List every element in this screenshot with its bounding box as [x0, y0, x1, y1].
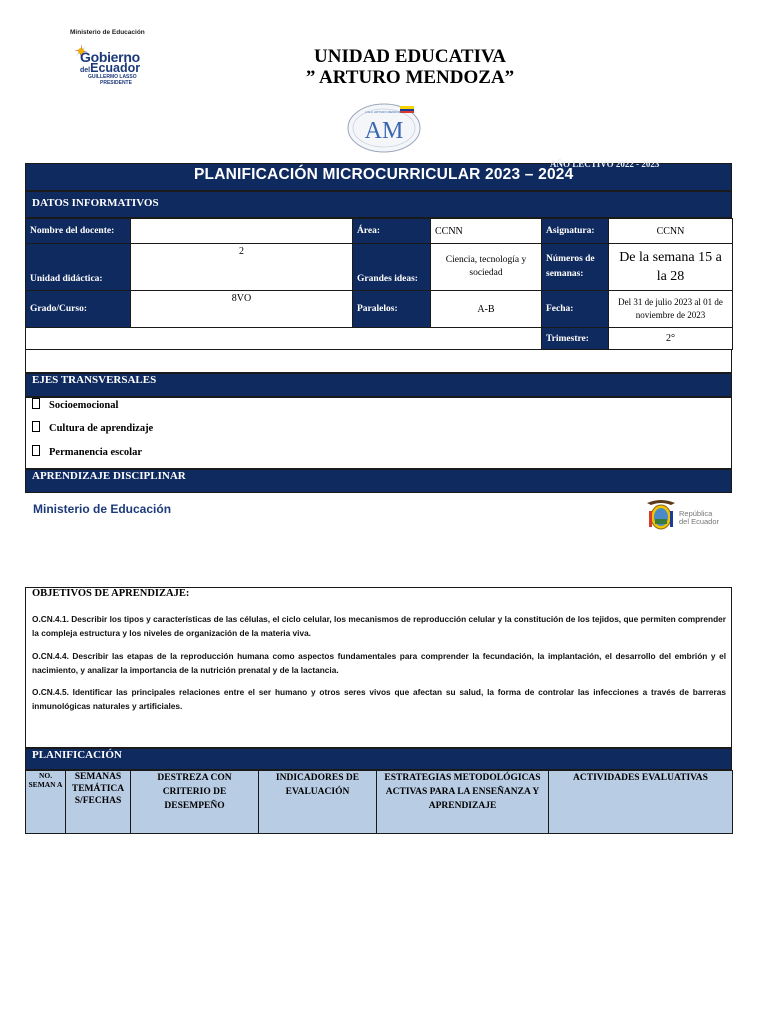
asignatura-label: Asignatura:: [542, 219, 609, 244]
grado-value[interactable]: 8VO: [131, 291, 353, 328]
lectivo-label: AÑO LECTIVO 2022 - 2023: [550, 159, 660, 169]
gobierno-text: Gobierno: [80, 49, 140, 65]
trimestre-label: Trimestre:: [542, 328, 609, 350]
empty-row: [25, 349, 732, 373]
ejes-list: [25, 397, 732, 469]
area-label: Área:: [353, 219, 431, 244]
col-indicadores: INDICADORES DE EVALUACIÓN: [259, 771, 377, 834]
ejes-transversales-bar: [25, 373, 732, 397]
col-destreza: DESTREZA CON CRITERIO DE DESEMPEÑO: [131, 771, 259, 834]
aprendizaje-heading: APRENDIZAJE DISCIPLINAR: [32, 470, 186, 482]
ejes-heading: EJES TRANSVERSALES: [32, 374, 157, 386]
area-value[interactable]: CCNN: [431, 219, 542, 244]
school-seal-logo: [346, 103, 422, 153]
unidad-value[interactable]: 2: [131, 244, 353, 291]
col-estrategias: ESTRATEGIAS METODOLÓGICAS ACTIVAS PARA LA ENSEÑANZA Y APRENDIZAJE: [377, 771, 549, 834]
grado-label: Grado/Curso:: [26, 291, 131, 328]
datos-informativos-bar: [25, 191, 732, 218]
col-no-semana: NO. SEMAN A: [26, 771, 66, 834]
republica-ecuador-logo: [645, 497, 735, 533]
paralelos-label: Paralelos:: [353, 291, 431, 328]
coat-of-arms-icon: [645, 497, 677, 533]
president-name: GUILLERMO LASSO: [88, 74, 137, 80]
objetivo-item: O.CN.4.4. Describir las etapas de la reproducción humana como aspectos fundamentales para comprender la fecundación, la implantación, el desarrollo del embrión y el nacimiento, y analizar la importancia de la nutrición prenatal y de la lactancia.: [32, 651, 726, 675]
planificacion-heading: PLANIFICACIÓN: [32, 749, 122, 761]
eje-item[interactable]: Socioemocional: [32, 398, 118, 411]
eje-item[interactable]: Cultura de aprendizaje: [32, 421, 153, 434]
docente-label: Nombre del docente:: [26, 219, 131, 244]
docente-value[interactable]: [131, 219, 353, 244]
plan-title-bar: [25, 159, 732, 191]
ideas-value[interactable]: Ciencia, tecnología y sociedad: [431, 244, 542, 291]
blank-cell: [26, 328, 542, 350]
fecha-label: Fecha:: [542, 291, 609, 328]
svg-text:U.E.F. ARTURO MENDOZA: U.E.F. ARTURO MENDOZA: [365, 110, 403, 114]
asignatura-value[interactable]: CCNN: [609, 219, 733, 244]
objetivo-item: O.CN.4.5. Identificar las principales relaciones entre el ser humano y otros seres vivos que afectan su salud, la forma de controlar las infecciones a través de barreras inmunológicas naturales y artificiales.: [32, 687, 726, 711]
fecha-value[interactable]: Del 31 de julio 2023 al 01 de noviembre de 2023: [609, 291, 733, 328]
paralelos-value[interactable]: A-B: [431, 291, 542, 328]
republica-text: República del Ecuador: [679, 509, 720, 526]
unidad-label: Unidad didáctica:: [26, 244, 131, 291]
datos-table: [25, 218, 733, 350]
svg-text:AM: AM: [364, 118, 404, 144]
president-title: PRESIDENTE: [100, 80, 132, 86]
checkbox-icon[interactable]: [32, 421, 40, 432]
school-title: UNIDAD EDUCATIVA ” ARTURO MENDOZA”: [305, 46, 515, 88]
datos-heading: DATOS INFORMATIVOS: [32, 197, 159, 209]
objetivos-heading: OBJETIVOS DE APRENDIZAJE:: [32, 588, 190, 599]
checkbox-icon[interactable]: [32, 445, 40, 456]
ministry-footer: Ministerio de Educación: [33, 502, 172, 516]
ideas-label: Grandes ideas:: [353, 244, 431, 291]
objetivos-box: [25, 587, 732, 748]
gobierno-ecuador-logo: [74, 44, 174, 86]
plan-title: PLANIFICACIÓN MICROCURRICULAR 2023 – 2024: [194, 166, 574, 183]
semanas-label: Números de semanas:: [542, 244, 609, 291]
objetivo-item: O.CN.4.1. Describir los tipos y características de las células, el ciclo celular, los mecanismos de reproducción celular y la constitución de los tejidos, que permiten comprender la compleja estructura y los niveles de organización de la materia viva.: [32, 614, 726, 638]
eje-item[interactable]: Permanencia escolar: [32, 445, 142, 458]
trimestre-value[interactable]: 2°: [609, 328, 733, 350]
ecuador-text: delEcuador: [80, 61, 141, 75]
aprendizaje-disciplinar-bar: [25, 469, 732, 493]
col-semanas-tematicas: SEMANAS TEMÁTICA S/FECHAS: [66, 771, 131, 834]
semanas-value[interactable]: De la semana 15 a la 28: [609, 244, 733, 291]
planificacion-bar: [25, 748, 732, 770]
checkbox-icon[interactable]: [32, 398, 40, 409]
planificacion-table: [25, 770, 733, 834]
col-actividades: ACTIVIDADES EVALUATIVAS: [549, 771, 733, 834]
ministry-small-label: Ministerio de Educación: [70, 29, 145, 36]
